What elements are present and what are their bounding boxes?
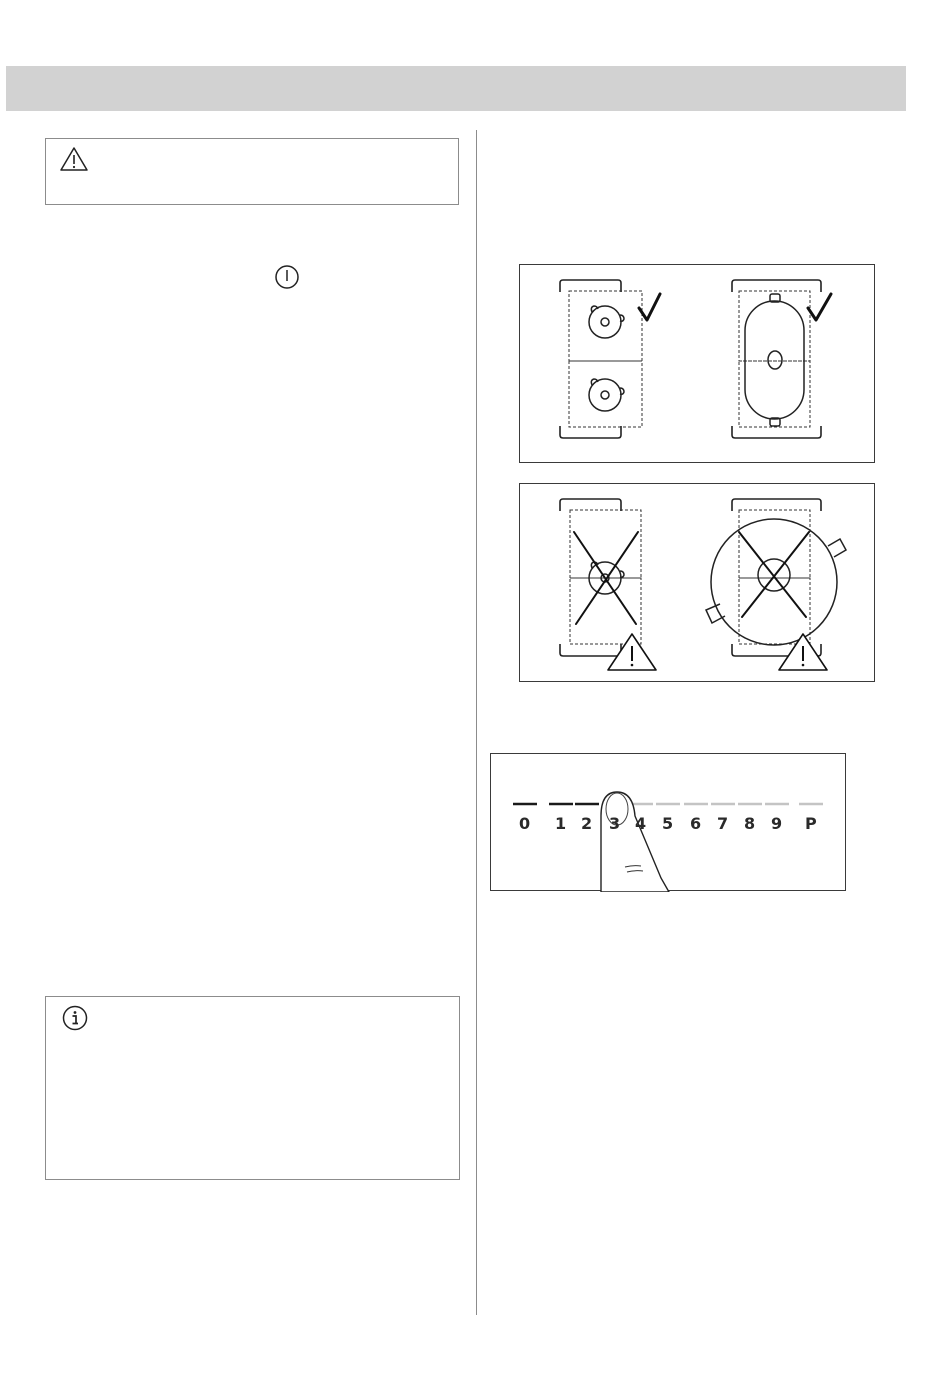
- check-mark-icon: [639, 294, 831, 320]
- slider-label-4: 4: [635, 814, 647, 833]
- slider-label-9: 9: [771, 814, 783, 833]
- slider-label-2: 2: [581, 814, 593, 833]
- info-circle-icon: [62, 1005, 88, 1036]
- warning-triangle-icon: [59, 146, 89, 177]
- finger-touch-icon: [601, 792, 669, 892]
- column-divider: [476, 130, 477, 1315]
- incorrect-cookware-figure: [519, 483, 875, 682]
- info-box: [45, 996, 460, 1180]
- slider-label-6: 6: [690, 814, 702, 833]
- slider-label-P: P: [805, 814, 817, 833]
- correct-cookware-illustration: [520, 265, 876, 464]
- warning-box: [45, 138, 459, 205]
- incorrect-cookware-illustration: [520, 484, 876, 683]
- slider-label-3: 3: [609, 814, 621, 833]
- slider-label-1: 1: [555, 814, 567, 833]
- slider-label-7: 7: [717, 814, 729, 833]
- slider-label-5: 5: [662, 814, 674, 833]
- power-button-icon: [274, 264, 300, 295]
- slider-label-8: 8: [744, 814, 756, 833]
- header-bar: [6, 66, 906, 111]
- correct-cookware-figure: [519, 264, 875, 463]
- slider-label-0: 0: [519, 814, 531, 833]
